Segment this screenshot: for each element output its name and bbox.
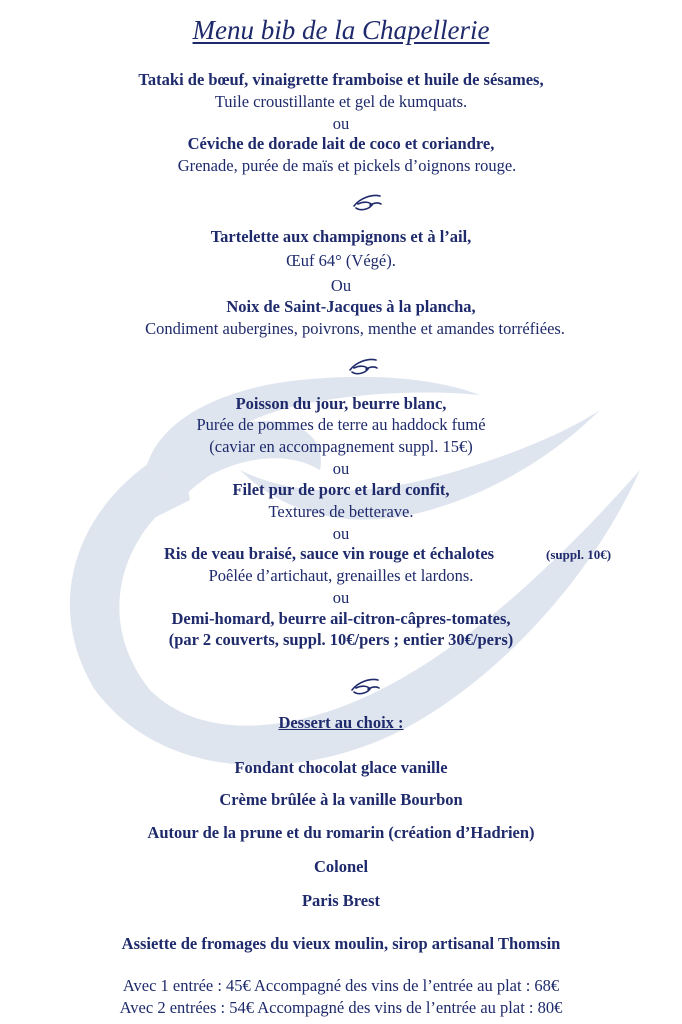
dessert-item: Autour de la prune et du romarin (création d’Hadrien) [147, 823, 535, 842]
starter-2-name: Céviche de dorade lait de coco et coriandre, [187, 134, 495, 153]
starter-2-description: Grenade, purée de maïs et pickels d’oignons rouge. [177, 156, 517, 175]
second-1-description: Œuf 64° (Végé). [286, 251, 396, 270]
price-line-1: Avec 1 entrée : 45€ Accompagné des vins de l’entrée au plat : 68€ [122, 976, 560, 995]
main-2-description: Textures de betterave. [268, 502, 414, 521]
dessert-item: Colonel [313, 857, 369, 876]
starter-1-description: Tuile croustillante et gel de kumquats. [214, 92, 468, 111]
starter-1-name: Tataki de bœuf, vinaigrette framboise et huile de sésames, [138, 70, 544, 89]
main-4-name: Demi-homard, beurre ail-citron-câpres-tomates, [171, 609, 511, 628]
main-1-name: Poisson du jour, beurre blanc, [235, 394, 447, 413]
price-line-2: Avec 2 entrées : 54€ Accompagné des vins de l’entrée au plat : 80€ [119, 998, 563, 1017]
main-2-name: Filet pur de porc et lard confit, [232, 480, 450, 499]
page-title: Menu bib de la Chapellerie [192, 15, 490, 45]
main-1-caviar-note: (caviar en accompagnement suppl. 15€) [209, 437, 473, 456]
swirl-ornament-icon [348, 674, 382, 698]
main-4-note: (par 2 couverts, suppl. 10€/pers ; entier 30€/pers) [168, 630, 514, 649]
second-2-name: Noix de Saint-Jacques à la plancha, [226, 297, 476, 316]
or-separator: Ou [330, 276, 352, 295]
dessert-item: Crème brûlée à la vanille Bourbon [219, 790, 463, 809]
or-separator: ou [332, 524, 350, 543]
second-2-description: Condiment aubergines, poivrons, menthe et amandes torréfiées. [145, 319, 565, 338]
swirl-ornament-icon [346, 354, 380, 378]
or-separator: ou [332, 114, 350, 133]
dessert-item: Paris Brest [301, 891, 381, 910]
cheese-plate: Assiette de fromages du vieux moulin, sirop artisanal Thomsin [121, 934, 561, 953]
or-separator: ou [332, 588, 350, 607]
main-3-description: Poêlée d’artichaut, grenailles et lardons. [208, 566, 474, 585]
second-1-name: Tartelette aux champignons et à l’ail, [210, 227, 472, 246]
main-3-supplement: (suppl. 10€) [546, 547, 612, 562]
main-1-description: Purée de pommes de terre au haddock fumé [196, 415, 486, 434]
or-separator: ou [332, 459, 350, 478]
dessert-item: Fondant chocolat glace vanille [234, 758, 448, 777]
dessert-heading: Dessert au choix : [278, 713, 404, 732]
swirl-ornament-icon [350, 190, 384, 214]
main-3-name: Ris de veau braisé, sauce vin rouge et échalotes [163, 544, 495, 563]
